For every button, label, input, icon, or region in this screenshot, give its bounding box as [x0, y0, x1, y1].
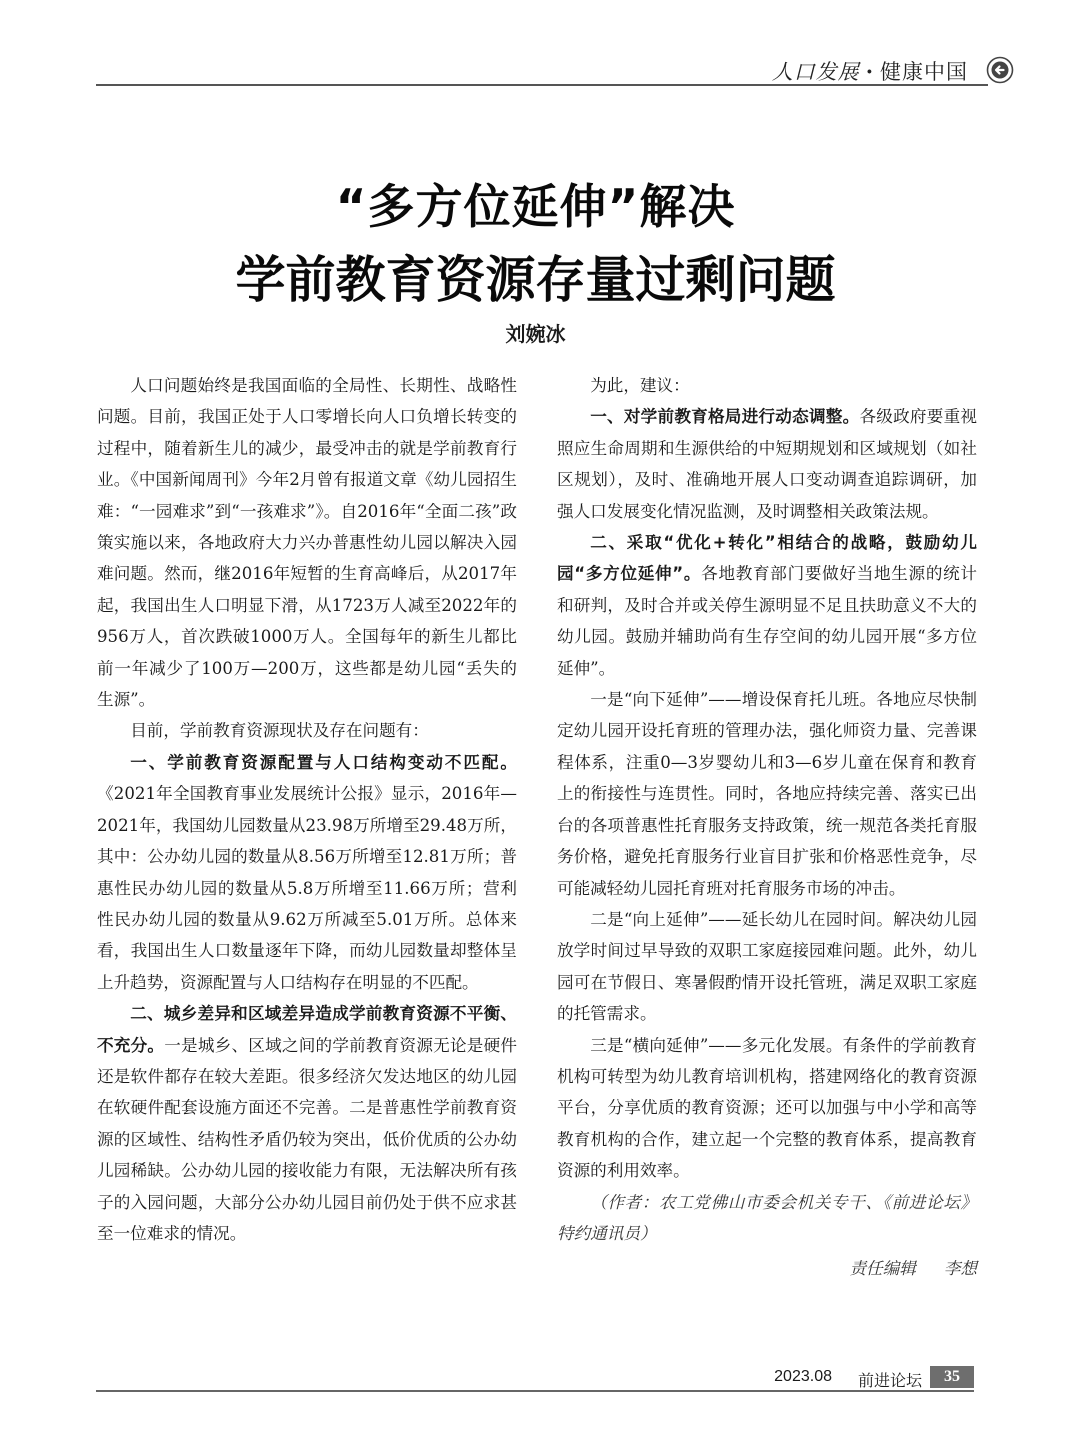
paragraph: [97, 747, 517, 998]
paragraph-body: 各地教育部门要做好当地生源的统计和研判，及时合并或关停生源明显不足且扶助意义不大的幼儿园。鼓励并辅助尚有生存空间的幼儿园开展“多方位延伸”。: [557, 564, 978, 678]
left-column: [97, 370, 517, 1249]
header-separator: ·: [865, 59, 874, 84]
header-section-title: [772, 56, 968, 86]
article-title-line1: “多方位延伸”解决: [335, 180, 736, 235]
paragraph: [557, 401, 977, 527]
paragraph: 三是“横向延伸”——多元化发展。有条件的学前教育机构可转型为幼儿教育培训机构，搭建网络化的教育资源平台，分享优质的教育资源；还可以加强与中小学和高等教育机构的合作，建立起一个完整的教育体系，提高教育资源的利用效率。: [557, 1035, 977, 1181]
page-number: 35: [930, 1366, 974, 1388]
section-heading: 一、学前教育资源配置与人口结构变动不匹配。: [130, 752, 517, 772]
article-author: 刘婉冰: [505, 322, 566, 346]
header-column: 健康中国: [880, 60, 968, 84]
paragraph: [97, 998, 517, 1249]
article-title-line2: 学前教育资源存量过剩问题: [235, 251, 836, 309]
editor-name: 李想: [943, 1259, 977, 1279]
footer-rule: [96, 1390, 974, 1392]
editor-label: 责任编辑: [849, 1259, 916, 1279]
editor-credit: [557, 1253, 977, 1284]
section-heading: 一、对学前教育格局进行动态调整。: [590, 407, 860, 427]
section-heading: 二、城乡差异和区域差异造成学前教育资源不平衡、不充分。: [97, 1004, 517, 1055]
running-header: [96, 52, 1018, 86]
paragraph-body: 一是城乡、区域之间的学前教育资源无论是硬件还是软件都存在较大差距。很多经济欠发达地区的幼儿园在软硬件配套设施方面还不完善。二是普惠性学前教育资源的区域性、结构性矛盾仍较为突出，低价优质的公办幼儿园稀缺。公办幼儿园的接收能力有限，无法解决所有孩子的入园问题，大部分公办幼儿园目前仍处于供不应求甚至一位难求的情况。: [97, 1035, 517, 1243]
paragraph: [557, 527, 977, 684]
page-footer: [96, 1366, 974, 1390]
section-heading: 二、采取“优化+转化”相结合的战略，鼓励幼儿园“多方位延伸”。: [557, 533, 977, 584]
paragraph: 目前，学前教育资源现状及存在问题有：: [130, 721, 429, 741]
right-column: [557, 370, 977, 1285]
header-rule: [96, 84, 988, 86]
magazine-name: 前进论坛: [857, 1371, 922, 1390]
paragraph: 二是“向上延伸”——延长幼儿在园时间。解决幼儿园放学时间过早导致的双职工家庭接园难问题。此外，幼儿园可在节假日、寒暑假酌情开设托管班，满足双职工家庭的托管需求。: [557, 909, 977, 1024]
paragraph-body: 各级政府要重视照应生命周期和生源供给的中短期规划和区域规划（如社区规划），及时、准确地开展人口变动调查追踪调研，加强人口发展变化情况监测，及时调整相关政策法规。: [557, 407, 977, 521]
paragraph: 一是“向下延伸”——增设保育托儿班。各地应尽快制定幼儿园开设托育班的管理办法，强化师资力量、完善课程体系，注重0—3岁婴幼儿和3—6岁儿童在保育和教育上的衔接性与连贯性。同时，各地应持续完善、落实已出台的各项普惠性托育服务支持政策，统一规范各类托育服务价格，避免托育服务行业盲目扩张和价格恶性竞争，尽可能减轻幼儿园托育班对托育服务市场的冲击。: [557, 690, 977, 898]
author-byline: （作者：农工党佛山市委会机关专干、《前进论坛》特约通讯员）: [557, 1192, 977, 1243]
paragraph: 人口问题始终是我国面临的全局性、长期性、战略性问题。目前，我国正处于人口零增长向人口负增长转变的过程中，随着新生儿的减少，最受冲击的就是学前教育行业。《中国新闻周刊》今年2月曾有报道文章《幼儿园招生难：“一园难求”到“一孩难求”》。自2016年“全面二孩”政策实施以来，各地政府大力兴办普惠性幼儿园以解决入园难问题。然而，继2016年短暂的生育高峰后，从2017年起，我国出生人口明显下滑，从1723万人减至2022年的956万人，首次跌破1000万人。全国每年的新生儿都比前一年减少了100万—200万，这些都是幼儿园“丢失的生源”。: [97, 376, 517, 710]
circled-left-arrow-icon: [986, 56, 1014, 84]
paragraph-body: 《2021年全国教育事业发展统计公报》显示，2016年—2021年，我国幼儿园数量从23.98万所增至29.48万所，其中：公办幼儿园的数量从8.56万所增至12.81万所；普惠性民办幼儿园的数量从5.8万所增至11.66万所；营利性民办幼儿园的数量从9.62万所减至5.01万所。总体来看，我国出生人口数量逐年下降，而幼儿园数量却整体呈上升趋势，资源配置与人口结构存在明显的不匹配。: [97, 784, 517, 992]
paragraph: 为此，建议：: [590, 376, 690, 395]
header-section: 人口发展: [771, 60, 860, 84]
issue-date: 2023.08: [774, 1368, 832, 1385]
